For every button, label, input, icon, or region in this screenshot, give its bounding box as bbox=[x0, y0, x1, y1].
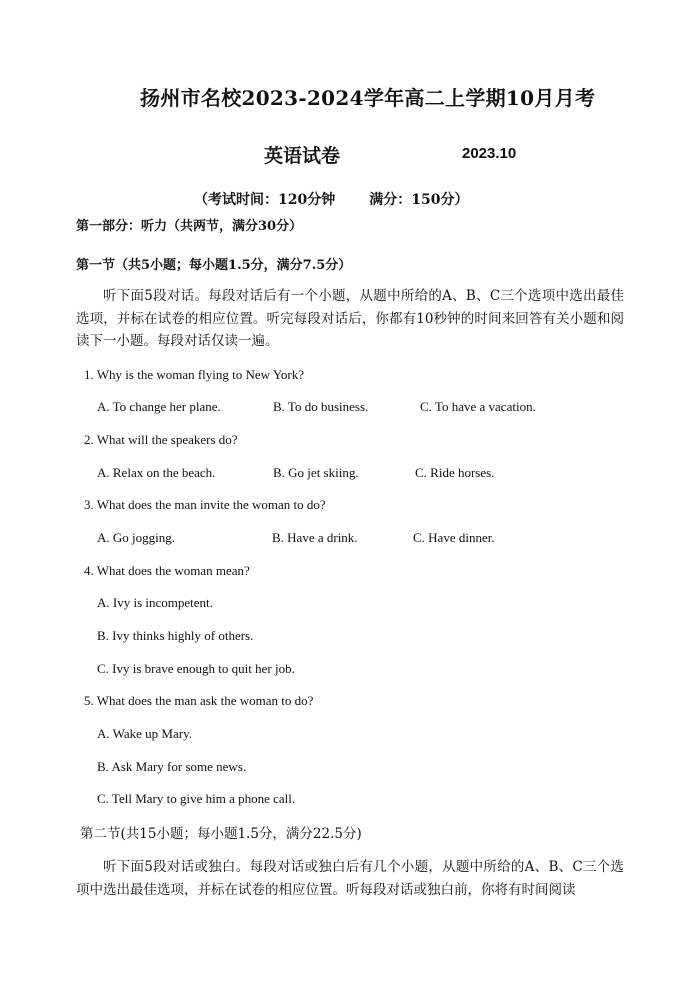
exam-subtitle: 英语试卷 bbox=[264, 145, 341, 167]
question-stem: 1. Why is the woman flying to New York? bbox=[84, 367, 305, 382]
exam-time: （考试时间：120分钟 bbox=[194, 192, 336, 208]
question-stem: 3. What does the man invite the woman to do? bbox=[84, 497, 326, 512]
option-b: B. Ivy thinks highly of others. bbox=[97, 628, 254, 643]
option-b: B. Go jet skiing. bbox=[273, 465, 359, 480]
option-a: A. To change her plane. bbox=[97, 399, 221, 414]
option-c: C. Tell Mary to give him a phone call. bbox=[97, 791, 296, 806]
option-b: B. Have a drink. bbox=[272, 530, 358, 545]
exam-info bbox=[194, 189, 468, 209]
option-b: B. To do business. bbox=[273, 399, 369, 414]
option-a: A. Relax on the beach. bbox=[97, 465, 216, 480]
question-stem: 4. What does the woman mean? bbox=[84, 563, 250, 578]
option-a: A. Go jogging. bbox=[97, 530, 175, 545]
section2-instructions: 听下面5段对话或独白。每段对话或独白后有几个小题，从题中所给的A、B、C三个选项中选出最佳选项，并标在试卷的相应位置。听每段对话或独白前，你将有时间阅读 bbox=[76, 859, 624, 898]
option-c: C. Have dinner. bbox=[413, 530, 495, 545]
option-b: B. Ask Mary for some news. bbox=[97, 759, 247, 774]
part1-heading: 第一部分：听力（共两节，满分30分） bbox=[76, 219, 303, 234]
exam-full-score: 满分：150分） bbox=[369, 192, 469, 208]
section2-heading: 第二节(共15小题；每小题1.5分，满分22.5分) bbox=[80, 826, 362, 842]
option-c: C. Ivy is brave enough to quit her job. bbox=[97, 661, 295, 676]
option-a: A. Ivy is incompetent. bbox=[97, 595, 213, 610]
exam-date: 2023.10 bbox=[462, 145, 517, 162]
option-c: C. To have a vacation. bbox=[420, 399, 536, 414]
section1-heading: 第一节（共5小题；每小题1.5分，满分7.5分） bbox=[76, 258, 352, 273]
option-a: A. Wake up Mary. bbox=[97, 726, 192, 741]
question-stem: 2. What will the speakers do? bbox=[84, 432, 238, 447]
question-stem: 5. What does the man ask the woman to do? bbox=[84, 693, 314, 708]
exam-title: 扬州市名校2023-2024学年高二上学期10月月考 bbox=[140, 86, 596, 110]
option-c: C. Ride horses. bbox=[415, 465, 495, 480]
section1-instructions: 听下面5段对话。每段对话后有一个小题，从题中所给的A、B、C三个选项中选出最佳选项，并标在试卷的相应位置。听完每段对话后，你都有10秒钟的时间来回答有关小题和阅读下一小题。每段对话仅读一遍。 bbox=[76, 288, 624, 349]
